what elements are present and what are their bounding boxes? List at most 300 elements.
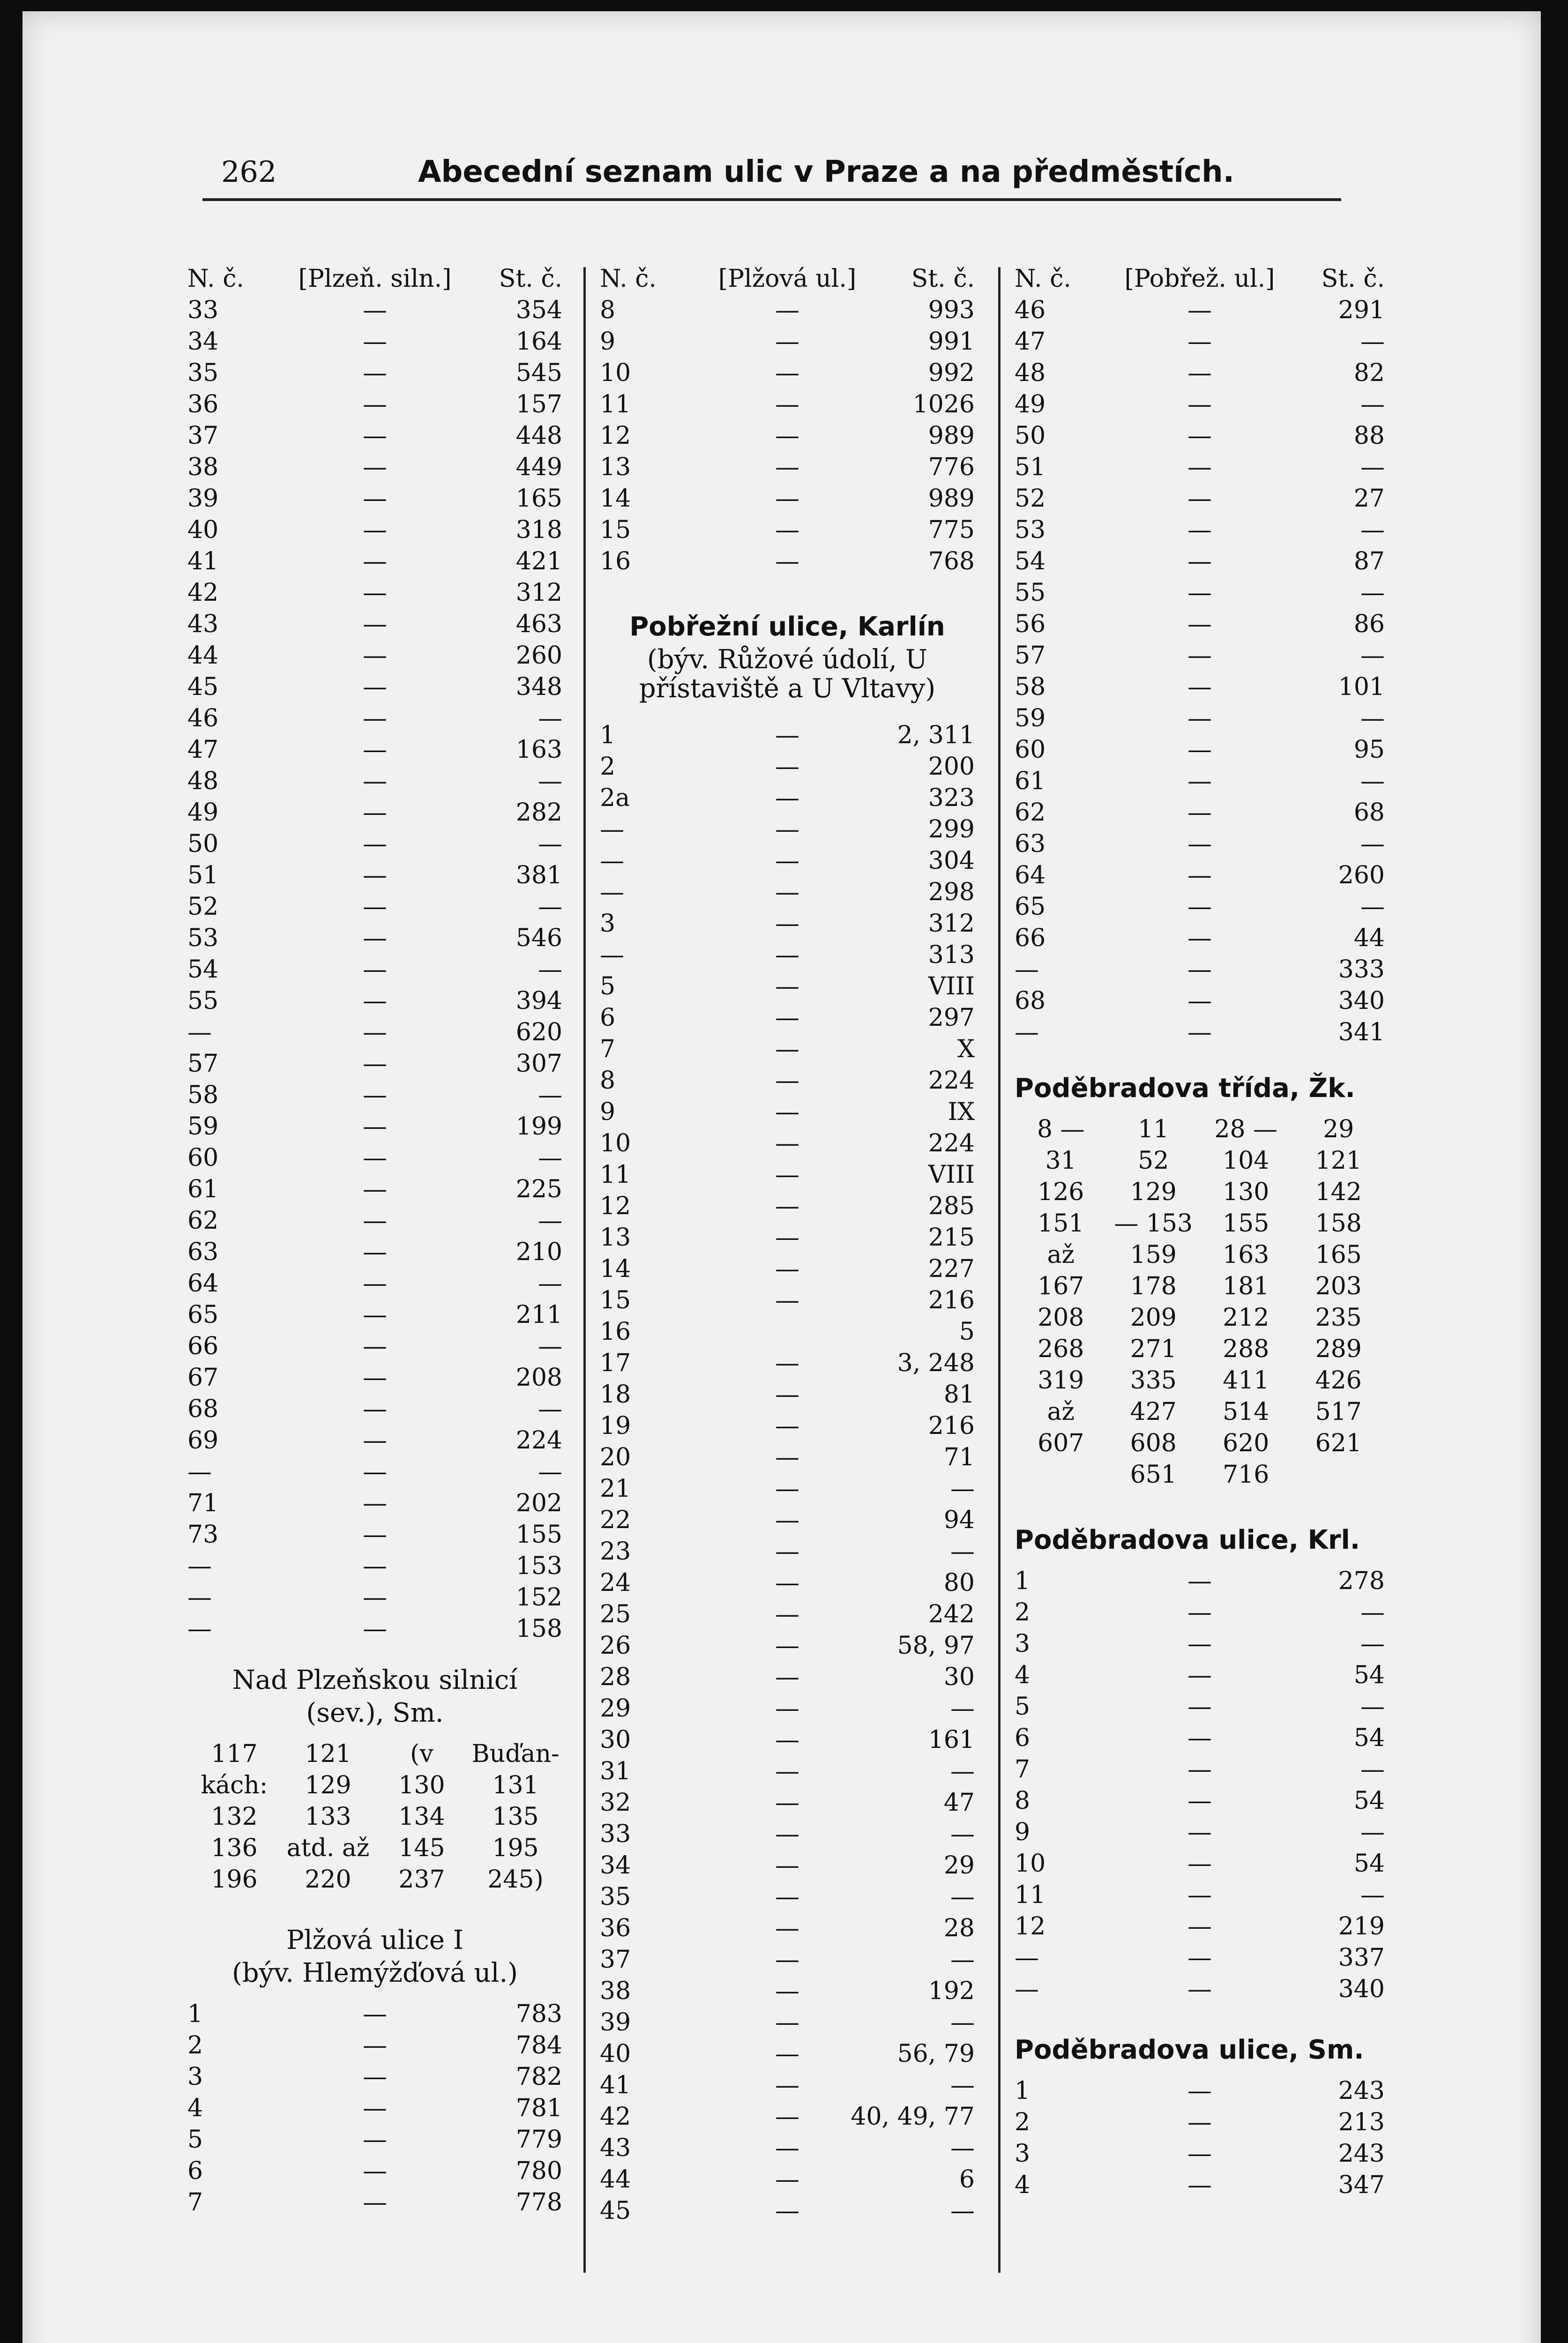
table-row-cell: 8 bbox=[600, 296, 616, 324]
table-row-cell: 65 bbox=[1015, 893, 1046, 921]
table-row-cell: — bbox=[775, 1286, 799, 1314]
table-row-cell: — bbox=[1360, 328, 1385, 356]
table-row-cell: — bbox=[538, 1081, 562, 1109]
table-row-cell: — bbox=[775, 1726, 799, 1754]
table-row bbox=[187, 1426, 562, 1455]
table-row-cell: 12 bbox=[600, 422, 631, 450]
table-row-cell: 448 bbox=[515, 422, 562, 450]
grid-cell: 245) bbox=[487, 1865, 544, 1894]
table-row-cell: 44 bbox=[187, 642, 219, 670]
table-row-cell: 18 bbox=[600, 1380, 631, 1409]
table-row-cell: — bbox=[775, 2165, 799, 2194]
table-row bbox=[600, 1506, 975, 1534]
table-row bbox=[187, 2094, 562, 2122]
table-row-cell: 10 bbox=[1015, 1850, 1046, 1878]
page-header bbox=[202, 155, 1341, 201]
table-row bbox=[600, 296, 975, 324]
table-row-cell: — bbox=[775, 1255, 799, 1283]
table-row-cell: 620 bbox=[515, 1018, 562, 1046]
table-row-cell: — bbox=[775, 516, 799, 544]
grid-cell: 136 bbox=[211, 1834, 258, 1862]
grid-cell: 142 bbox=[1315, 1178, 1362, 1206]
table-row-cell: — bbox=[775, 422, 799, 450]
table-row bbox=[187, 485, 562, 513]
table-row-cell: 51 bbox=[187, 861, 219, 889]
table-row-cell: — bbox=[775, 1914, 799, 1942]
table-row-cell: 40 bbox=[600, 2040, 631, 2068]
table-row-cell: 52 bbox=[1015, 485, 1046, 513]
table-row-cell: 63 bbox=[1015, 830, 1046, 858]
grid-row bbox=[1015, 1461, 1385, 1489]
column-header-cell: N. č. bbox=[600, 265, 657, 293]
table-row-cell: 42 bbox=[187, 579, 219, 607]
table-row-cell: — bbox=[775, 2040, 799, 2068]
table-row bbox=[187, 2000, 562, 2028]
table-row-cell: 10 bbox=[600, 1129, 631, 1157]
table-row bbox=[187, 2126, 562, 2154]
table-row-cell: 36 bbox=[187, 390, 219, 418]
table-row bbox=[187, 1489, 562, 1517]
table-row-cell: — bbox=[775, 784, 799, 812]
table-row bbox=[1015, 2108, 1385, 2136]
table-row-cell: 31 bbox=[600, 1757, 631, 1785]
table-row-cell: — bbox=[1187, 830, 1212, 858]
table-row-cell: 5 bbox=[600, 972, 616, 1000]
grid-cell: 426 bbox=[1315, 1366, 1362, 1395]
table-row bbox=[187, 453, 562, 481]
table-row-cell: 34 bbox=[600, 1851, 631, 1880]
table-row-cell: 56, 79 bbox=[897, 2040, 975, 2068]
table-row-cell: 71 bbox=[943, 1443, 975, 1471]
table-row-cell: 33 bbox=[187, 296, 219, 324]
table-row-cell: 59 bbox=[1015, 704, 1046, 732]
table-row-cell: — bbox=[1015, 955, 1039, 984]
table-row-cell: 38 bbox=[187, 453, 219, 481]
table-row-cell: — bbox=[600, 878, 624, 906]
table-row bbox=[1015, 1787, 1385, 1815]
table-row-cell: — bbox=[775, 1851, 799, 1880]
table-row-cell: — bbox=[363, 1583, 387, 1612]
table-row-cell: — bbox=[1187, 2077, 1212, 2105]
grid-cell: 163 bbox=[1223, 1241, 1269, 1269]
table-row bbox=[600, 1883, 975, 1911]
table-row-cell: — bbox=[775, 1067, 799, 1095]
column-divider-1 bbox=[583, 267, 586, 2273]
table-row-cell: — bbox=[1187, 1975, 1212, 2003]
table-row-cell: — bbox=[775, 941, 799, 969]
table-row-cell: — bbox=[363, 453, 387, 481]
table-row-cell: — bbox=[775, 753, 799, 781]
table-row bbox=[600, 1475, 975, 1503]
table-row-cell: 88 bbox=[1353, 422, 1385, 450]
table-row-cell: 44 bbox=[600, 2165, 631, 2194]
table-row-cell: 38 bbox=[600, 1977, 631, 2005]
table-row bbox=[187, 1301, 562, 1329]
table-row-cell: 776 bbox=[928, 453, 975, 481]
table-row-cell: 49 bbox=[187, 798, 219, 827]
table-row bbox=[187, 642, 562, 670]
table-row-cell: — bbox=[363, 422, 387, 450]
table-row-cell: — bbox=[363, 704, 387, 732]
table-row-cell: — bbox=[363, 1364, 387, 1392]
table-row-cell: — bbox=[775, 721, 799, 749]
table-row bbox=[187, 2188, 562, 2216]
table-row bbox=[600, 1820, 975, 1848]
table-row-cell: — bbox=[1187, 359, 1212, 387]
grid-cell: 208 bbox=[1038, 1304, 1084, 1332]
table-row-cell: — bbox=[1187, 987, 1212, 1015]
table-row-cell: — bbox=[538, 1144, 562, 1172]
section-title: Pobřežní ulice, Karlín bbox=[629, 612, 945, 642]
table-row bbox=[187, 830, 562, 858]
table-row-cell: — bbox=[1360, 1755, 1385, 1783]
table-row-cell: — bbox=[775, 1224, 799, 1252]
table-row-cell: — bbox=[363, 1426, 387, 1455]
table-row bbox=[187, 1395, 562, 1423]
column-header bbox=[1015, 265, 1385, 293]
table-row-cell: 11 bbox=[600, 390, 631, 418]
table-row bbox=[1015, 390, 1385, 418]
column-1 bbox=[187, 265, 562, 2303]
table-row bbox=[600, 1600, 975, 1628]
table-row-cell: 158 bbox=[515, 1615, 562, 1643]
table-row-cell: — bbox=[363, 1175, 387, 1203]
grid-cell: 135 bbox=[492, 1803, 539, 1831]
table-row-cell: 54 bbox=[187, 955, 219, 984]
table-row-cell: — bbox=[1187, 1850, 1212, 1878]
table-row-cell: — bbox=[1187, 673, 1212, 701]
table-row-cell: — bbox=[363, 1489, 387, 1517]
table-row bbox=[600, 1789, 975, 1817]
table-row-cell: — bbox=[1187, 1755, 1212, 1783]
table-row-cell: 68 bbox=[1015, 987, 1046, 1015]
table-row bbox=[187, 2063, 562, 2091]
grid-cell: 133 bbox=[305, 1803, 351, 1831]
table-row-cell: — bbox=[538, 893, 562, 921]
table-row-cell: — bbox=[950, 2071, 975, 2099]
table-row-cell: 993 bbox=[928, 296, 975, 324]
table-row bbox=[187, 1583, 562, 1612]
table-row-cell: 13 bbox=[600, 453, 631, 481]
table-row-cell: 47 bbox=[943, 1789, 975, 1817]
grid-cell: 121 bbox=[1315, 1147, 1362, 1175]
table-row-cell: 43 bbox=[600, 2134, 631, 2162]
grid-cell: 411 bbox=[1223, 1366, 1269, 1395]
table-row-cell: 3, 248 bbox=[897, 1349, 975, 1377]
table-row bbox=[187, 1144, 562, 1172]
table-row-cell: 22 bbox=[600, 1506, 631, 1534]
table-row-cell: — bbox=[363, 767, 387, 795]
table-row-cell: 39 bbox=[187, 485, 219, 513]
table-row bbox=[187, 579, 562, 607]
table-row-cell: — bbox=[1360, 642, 1385, 670]
grid-row bbox=[187, 1803, 562, 1831]
table-row-cell: 51 bbox=[1015, 453, 1046, 481]
table-row-cell: 7 bbox=[600, 1035, 616, 1063]
table-row bbox=[600, 1318, 975, 1346]
table-row bbox=[1015, 2171, 1385, 2199]
table-row-cell: 282 bbox=[515, 798, 562, 827]
table-row-cell: 87 bbox=[1353, 547, 1385, 575]
table-row-cell: — bbox=[950, 1694, 975, 1723]
grid-row bbox=[1015, 1147, 1385, 1175]
column-header bbox=[600, 265, 975, 293]
table-row-cell: — bbox=[775, 1443, 799, 1471]
table-row-cell: 421 bbox=[515, 547, 562, 575]
table-row-cell: 783 bbox=[515, 2000, 562, 2028]
table-row-cell: — bbox=[1187, 1018, 1212, 1046]
table-row-cell: — bbox=[775, 815, 799, 843]
table-row bbox=[187, 1112, 562, 1141]
table-row-cell: 224 bbox=[515, 1426, 562, 1455]
table-row-cell: — bbox=[775, 1475, 799, 1503]
table-row-cell: 6 bbox=[959, 2165, 975, 2194]
table-row-cell: 40, 49, 77 bbox=[851, 2103, 975, 2131]
grid-cell: 427 bbox=[1130, 1398, 1177, 1426]
table-row-cell: 30 bbox=[943, 1663, 975, 1691]
header-rule bbox=[202, 198, 1341, 201]
table-row bbox=[1015, 1018, 1385, 1046]
grid-cell: 196 bbox=[211, 1865, 258, 1894]
grid-cell: 235 bbox=[1315, 1304, 1362, 1332]
table-row-cell: 50 bbox=[187, 830, 219, 858]
table-row bbox=[600, 1412, 975, 1440]
table-row-cell: 312 bbox=[515, 579, 562, 607]
table-row-cell: — bbox=[1187, 1818, 1212, 1846]
table-row bbox=[600, 390, 975, 418]
table-row-cell: 1 bbox=[600, 721, 616, 749]
table-row-cell: 215 bbox=[928, 1224, 975, 1252]
table-row-cell: 260 bbox=[515, 642, 562, 670]
table-row-cell: — bbox=[950, 1820, 975, 1848]
grid-cell: 167 bbox=[1038, 1272, 1084, 1300]
table-row-cell: VIII bbox=[928, 1161, 975, 1189]
table-row-cell: 4 bbox=[1015, 1661, 1030, 1689]
table-row-cell: 29 bbox=[943, 1851, 975, 1880]
table-row-cell: — bbox=[363, 955, 387, 984]
table-row-cell: 225 bbox=[515, 1175, 562, 1203]
table-row-cell: — bbox=[363, 830, 387, 858]
table-row bbox=[187, 390, 562, 418]
grid-cell: 8 — bbox=[1037, 1115, 1085, 1143]
table-row-cell: — bbox=[775, 1663, 799, 1691]
table-row-cell: 7 bbox=[187, 2188, 203, 2216]
table-row-cell: 19 bbox=[600, 1412, 631, 1440]
table-row-cell: 68 bbox=[187, 1395, 219, 1423]
table-row-cell: — bbox=[1187, 547, 1212, 575]
table-row-cell: 63 bbox=[187, 1238, 219, 1266]
grid-cell: 131 bbox=[492, 1771, 539, 1799]
table-row-cell: 782 bbox=[515, 2063, 562, 2091]
table-row-cell: 449 bbox=[515, 453, 562, 481]
table-row bbox=[187, 2157, 562, 2185]
table-row-cell: — bbox=[1187, 1881, 1212, 1909]
table-row-cell: 2 bbox=[187, 2031, 203, 2059]
grid-cell: 335 bbox=[1130, 1366, 1177, 1395]
table-row-cell: — bbox=[538, 1269, 562, 1298]
table-row-cell: 8 bbox=[600, 1067, 616, 1095]
section-subtitle: (býv. Růžové údolí, U bbox=[647, 644, 928, 675]
table-row-cell: — bbox=[363, 359, 387, 387]
table-row-cell: — bbox=[363, 893, 387, 921]
table-row-cell: — bbox=[950, 1946, 975, 1974]
table-row-cell: — bbox=[538, 955, 562, 984]
table-row-cell: — bbox=[1015, 1018, 1039, 1046]
table-row bbox=[600, 453, 975, 481]
table-row-cell: 4 bbox=[1015, 2171, 1030, 2199]
table-row-cell: 157 bbox=[515, 390, 562, 418]
table-row-cell: 224 bbox=[928, 1067, 975, 1095]
table-row-cell: 2 bbox=[1015, 1598, 1030, 1627]
grid-row bbox=[1015, 1178, 1385, 1206]
grid-cell: 514 bbox=[1223, 1398, 1269, 1426]
table-row-cell: 6 bbox=[187, 2157, 203, 2185]
grid-row bbox=[187, 1834, 562, 1862]
table-row-cell: 9 bbox=[600, 1098, 616, 1126]
table-row-cell: — bbox=[363, 798, 387, 827]
table-row bbox=[600, 972, 975, 1000]
grid-row bbox=[187, 1771, 562, 1799]
table-row-cell: 285 bbox=[928, 1192, 975, 1220]
grid-cell: 621 bbox=[1315, 1429, 1362, 1457]
table-row-cell: 48 bbox=[187, 767, 219, 795]
grid-cell: 151 bbox=[1038, 1209, 1084, 1238]
column-header-cell: St. č. bbox=[1321, 265, 1385, 293]
table-row bbox=[1015, 861, 1385, 889]
column-header-cell: [Plžová ul.] bbox=[718, 265, 857, 293]
table-row-cell: — bbox=[775, 1537, 799, 1566]
table-row bbox=[1015, 1881, 1385, 1909]
table-row-cell: — bbox=[950, 1883, 975, 1911]
table-row-cell: — bbox=[600, 815, 624, 843]
table-row bbox=[600, 1443, 975, 1471]
table-row-cell: — bbox=[1360, 1630, 1385, 1658]
table-row-cell: — bbox=[775, 328, 799, 356]
table-row-cell: 780 bbox=[515, 2157, 562, 2185]
table-row-cell: 62 bbox=[187, 1207, 219, 1235]
table-row-cell: 17 bbox=[600, 1349, 631, 1377]
table-row-cell: 211 bbox=[515, 1301, 562, 1329]
table-row bbox=[187, 547, 562, 575]
table-row-cell: 60 bbox=[187, 1144, 219, 1172]
table-row-cell: — bbox=[1360, 830, 1385, 858]
table-row-cell: — bbox=[775, 485, 799, 513]
grid-cell: 11 bbox=[1138, 1115, 1169, 1143]
table-row-cell: — bbox=[1187, 1661, 1212, 1689]
table-row-cell: 40 bbox=[187, 516, 219, 544]
table-row bbox=[600, 1726, 975, 1754]
table-row bbox=[600, 1946, 975, 1974]
table-row-cell: 775 bbox=[928, 516, 975, 544]
table-row-cell: — bbox=[775, 1412, 799, 1440]
table-row-cell: 15 bbox=[600, 1286, 631, 1314]
table-row-cell: 200 bbox=[928, 753, 975, 781]
table-row-cell: 57 bbox=[1015, 642, 1046, 670]
table-row-cell: — bbox=[1360, 390, 1385, 418]
table-row-cell: — bbox=[363, 296, 387, 324]
table-row-cell: 545 bbox=[515, 359, 562, 387]
table-row-cell: — bbox=[1360, 1818, 1385, 1846]
table-row-cell: VIII bbox=[928, 972, 975, 1000]
table-row-cell: 80 bbox=[943, 1569, 975, 1597]
table-row-cell: 44 bbox=[1353, 924, 1385, 952]
table-row-cell: 71 bbox=[187, 1489, 219, 1517]
table-row-cell: 10 bbox=[600, 359, 631, 387]
table-row-cell: 778 bbox=[515, 2188, 562, 2216]
table-row-cell: 58, 97 bbox=[897, 1632, 975, 1660]
table-row-cell: — bbox=[1360, 516, 1385, 544]
column-3 bbox=[1015, 265, 1385, 2303]
table-row-cell: — bbox=[775, 1757, 799, 1785]
table-row-cell: — bbox=[363, 610, 387, 638]
table-row-cell: 381 bbox=[515, 861, 562, 889]
table-row-cell: — bbox=[363, 1207, 387, 1235]
table-row-cell: 29 bbox=[600, 1694, 631, 1723]
table-row bbox=[1015, 422, 1385, 450]
table-row bbox=[600, 1914, 975, 1942]
table-row bbox=[600, 516, 975, 544]
table-row-cell: — bbox=[363, 1018, 387, 1046]
table-row-cell: 227 bbox=[928, 1255, 975, 1283]
table-row-cell: 66 bbox=[187, 1332, 219, 1360]
grid-cell: 158 bbox=[1315, 1209, 1362, 1238]
table-row-cell: 9 bbox=[600, 328, 616, 356]
table-row-cell: 278 bbox=[1338, 1567, 1385, 1595]
table-row-cell: — bbox=[950, 2008, 975, 2037]
section-title: Nad Plzeňskou silnicí bbox=[232, 1665, 518, 1695]
table-row bbox=[1015, 1661, 1385, 1689]
column-header-cell: St. č. bbox=[911, 265, 975, 293]
table-row-cell: 35 bbox=[187, 359, 219, 387]
table-row bbox=[1015, 830, 1385, 858]
table-row-cell: 304 bbox=[928, 847, 975, 875]
table-row bbox=[1015, 1912, 1385, 1940]
table-row-cell: 36 bbox=[600, 1914, 631, 1942]
grid-cell: 29 bbox=[1323, 1115, 1354, 1143]
grid-cell: 212 bbox=[1223, 1304, 1269, 1332]
table-row bbox=[187, 610, 562, 638]
table-row bbox=[600, 847, 975, 875]
table-row bbox=[1015, 485, 1385, 513]
grid-cell: 104 bbox=[1223, 1147, 1269, 1175]
grid-row bbox=[1015, 1429, 1385, 1457]
table-row bbox=[600, 2165, 975, 2194]
table-row-cell: 54 bbox=[1353, 1724, 1385, 1752]
table-row-cell: 21 bbox=[600, 1475, 631, 1503]
table-row-cell: 39 bbox=[600, 2008, 631, 2037]
table-row bbox=[187, 704, 562, 732]
table-row bbox=[600, 721, 975, 749]
table-row-cell: — bbox=[1360, 767, 1385, 795]
grid-cell: 28 — bbox=[1214, 1115, 1278, 1143]
table-row-cell: 213 bbox=[1338, 2108, 1385, 2136]
table-row bbox=[600, 1255, 975, 1283]
table-row-cell: 3 bbox=[1015, 2140, 1030, 2168]
table-row-cell: 45 bbox=[600, 2197, 631, 2225]
table-row-cell: 340 bbox=[1338, 987, 1385, 1015]
table-row bbox=[187, 2031, 562, 2059]
table-row-cell: — bbox=[1187, 453, 1212, 481]
table-row bbox=[187, 893, 562, 921]
grid-cell: 129 bbox=[1130, 1178, 1177, 1206]
grid-row bbox=[1015, 1272, 1385, 1300]
table-row-cell: 16 bbox=[600, 547, 631, 575]
table-row bbox=[1015, 1975, 1385, 2003]
table-row-cell: — bbox=[363, 673, 387, 701]
table-row bbox=[187, 1615, 562, 1643]
grid-cell: až bbox=[1047, 1398, 1075, 1426]
table-row-cell: 202 bbox=[515, 1489, 562, 1517]
